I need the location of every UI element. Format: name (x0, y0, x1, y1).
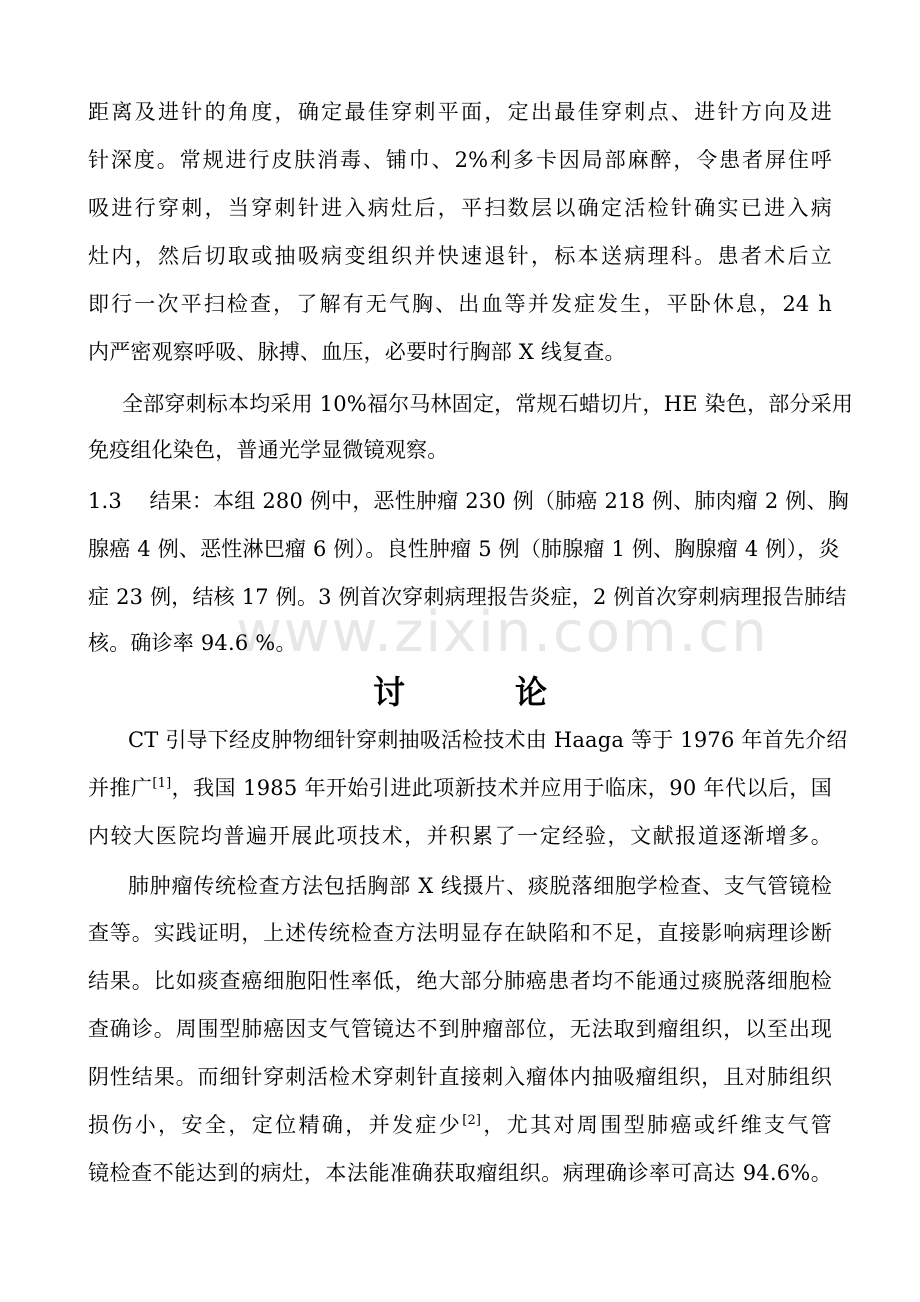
paragraph-line: 内较大医院均普遍开展此项技术，并积累了一定经验，文献报道逐渐增多。 (88, 824, 832, 848)
results-line: 1.3 结果：本组 280 例中，恶性肿瘤 230 例（肺癌 218 例、肺肉瘤 2 例、胸 (88, 489, 849, 513)
paragraph-line: 内严密观察呼吸、脉搏、血压，必要时行胸部 X 线复查。 (88, 340, 626, 364)
paragraph-line: CT 引导下经皮肿物细针穿刺抽吸活检技术由 Haaga 等于 1976 年首先介绍 (128, 728, 848, 752)
paragraph-text: 损伤小，安全，定位精确，并发症少 (88, 1113, 463, 1137)
paragraph-line: 距离及进针的角度，确定最佳穿刺平面，定出最佳穿刺点、进针方向及进 (88, 100, 832, 124)
paragraph-line: 吸进行穿刺，当穿刺针进入病灶后，平扫数层以确定活检针确实已进入病 (88, 196, 832, 220)
citation-ref: [1] (152, 776, 172, 791)
paragraph-line: 查确诊。周围型肺癌因支气管镜达不到肿瘤部位，无法取到瘤组织，以至出现 (88, 1017, 832, 1041)
paragraph-line: 灶内，然后切取或抽吸病变组织并快速退针，标本送病理科。患者术后立 (88, 244, 832, 268)
paragraph-line: 结果。比如痰查癌细胞阳性率低，绝大部分肺癌患者均不能通过痰脱落细胞检 (88, 969, 832, 993)
paragraph-line: 阴性结果。而细针穿刺活检术穿刺针直接刺入瘤体内抽吸瘤组织，且对肺组织 (88, 1065, 832, 1089)
paragraph-line: 即行一次平扫检查，了解有无气胸、出血等并发症发生，平卧休息，24 h (88, 292, 832, 316)
section-heading: 讨论 (372, 673, 657, 711)
paragraph-line: 镜检查不能达到的病灶，本法能准确获取瘤组织。病理确诊率可高达 94.6%。 (88, 1161, 832, 1185)
paragraph-line (88, 1112, 832, 1138)
results-line: 核。确诊率 94.6 %。 (88, 631, 297, 655)
results-line: 症 23 例，结核 17 例。3 例首次穿刺病理报告炎症，2 例首次穿刺病理报告肺结 (88, 585, 847, 609)
watermark: www.zixin.com.cn (236, 600, 769, 665)
paragraph-line: 肺肿瘤传统检查方法包括胸部 X 线摄片、痰脱落细胞学检查、支气管镜检 (128, 874, 832, 898)
results-line: 腺癌 4 例、恶性淋巴瘤 6 例）。良性肿瘤 5 例（肺腺瘤 1 例、胸腺瘤 4 例），炎 (88, 537, 840, 561)
citation-ref: [2] (462, 1113, 482, 1128)
paragraph-text: 并推广 (88, 776, 153, 800)
paragraph-line: 查等。实践证明，上述传统检查方法明显存在缺陷和不足，直接影响病理诊断 (88, 921, 832, 945)
paragraph-text: ，尤其对周围型肺癌或纤维支气管 (481, 1113, 832, 1137)
paragraph-line: 针深度。常规进行皮肤消毒、铺巾、2%利多卡因局部麻醉，令患者屏住呼 (88, 148, 832, 172)
paragraph-line: 免疫组化染色，普通光学显微镜观察。 (88, 438, 449, 462)
paragraph-text: ，我国 1985 年开始引进此项新技术并应用于临床，90 年代以后，国 (171, 776, 832, 800)
paragraph-line (88, 775, 832, 801)
paragraph-line: 全部穿刺标本均采用 10%福尔马林固定，常规石蜡切片，HE 染色，部分采用 (122, 392, 854, 416)
